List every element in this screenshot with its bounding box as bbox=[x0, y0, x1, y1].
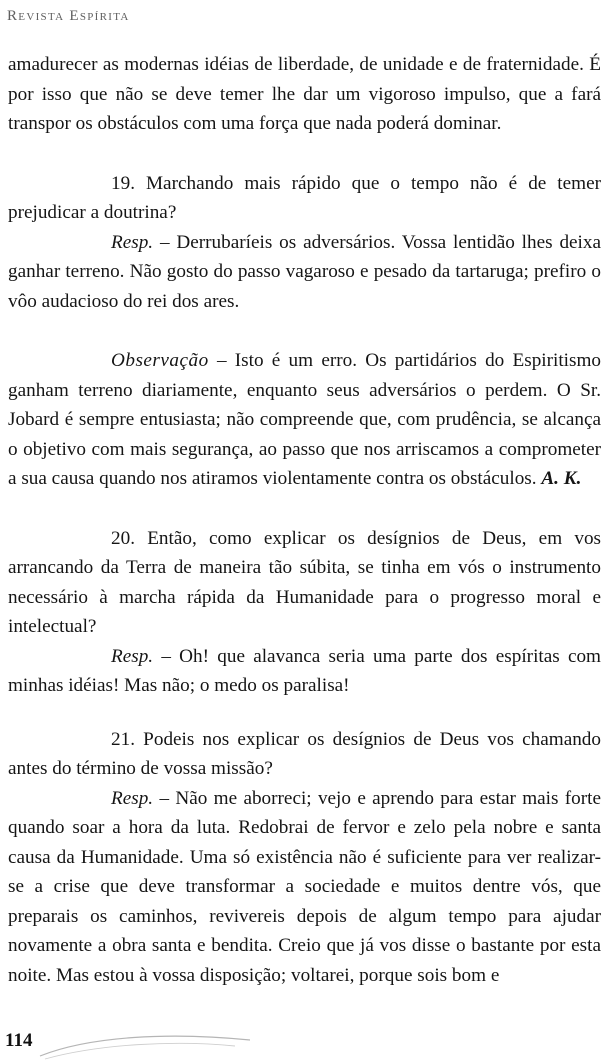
observation-text: – Isto é um erro. Os partidários do Espiritismo ganham terreno diariamente, enquanto seus adversários o perdem. O Sr. Jobard é sempre entusiasta; não compreende que, com prudência, se alcança o objetivo com mais segurança, ao passo que nos arriscamos a comprometer a sua causa quando nos atiramos violentamente contra os obstáculos. bbox=[8, 350, 601, 489]
answer-20 bbox=[8, 642, 601, 701]
resp-label: Resp. bbox=[111, 645, 154, 667]
answer-21-text: – Não me aborreci; vejo e aprendo para estar mais forte quando soar a hora da luta. Redobrai de fervor e zelo pela nobre e santa causa da Humanidade. Uma só existência não é suficiente para ver realizar-se a crise que deve transformar a sociedade e muitos dentre vós, que preparais os caminhos, revivereis depois de algum tempo para ajudar novamente a obra santa e bendita. Creio que já vos disse o bastante por esta noite. Mas estou à vossa disposição; voltarei, porque sois bom e bbox=[8, 787, 601, 986]
answer-19-text: – Derrubaríeis os adversários. Vossa lentidão lhes deixa ganhar terreno. Não gosto do passo vagaroso e pesado da tartaruga; prefiro o vôo audacioso do rei dos ares. bbox=[8, 231, 601, 312]
question-19: 19. Marchando mais rápido que o tempo não é de temer prejudicar a doutrina? bbox=[8, 172, 601, 223]
resp-label: Resp. bbox=[111, 787, 154, 809]
running-header: Revista Espírita bbox=[7, 8, 130, 24]
footer-ornament bbox=[0, 1030, 260, 1061]
resp-label: Resp. bbox=[111, 231, 154, 253]
paragraph-continuation: amadurecer as modernas idéias de liberdade, de unidade e de fraternidade. É por isso que não se deve temer lhe dar um vigoroso impulso, que a fará transpor os obstáculos com uma força que nada poderá dominar. bbox=[8, 54, 601, 134]
question-20: 20. Então, como explicar os desígnios de Deus, em vos arrancando da Terra de maneira tão súbita, se tinha em vós o instrumento necessário à marcha rápida da Humanidade para o progresso moral e intelectual? bbox=[8, 527, 601, 637]
answer-20-text: – Oh! que alavanca seria uma parte dos espíritas com minhas idéias! Mas não; o medo os paralisa! bbox=[8, 645, 601, 696]
author-initials: A. K. bbox=[541, 468, 582, 489]
observation-note bbox=[8, 346, 601, 494]
page-body bbox=[8, 50, 601, 990]
page-number: 114 bbox=[5, 1030, 33, 1051]
observation-label: Observação bbox=[111, 350, 209, 371]
answer-19 bbox=[8, 228, 601, 317]
answer-21 bbox=[8, 784, 601, 991]
question-21: 21. Podeis nos explicar os desígnios de Deus vos chamando antes do término de vossa missão? bbox=[8, 728, 601, 779]
